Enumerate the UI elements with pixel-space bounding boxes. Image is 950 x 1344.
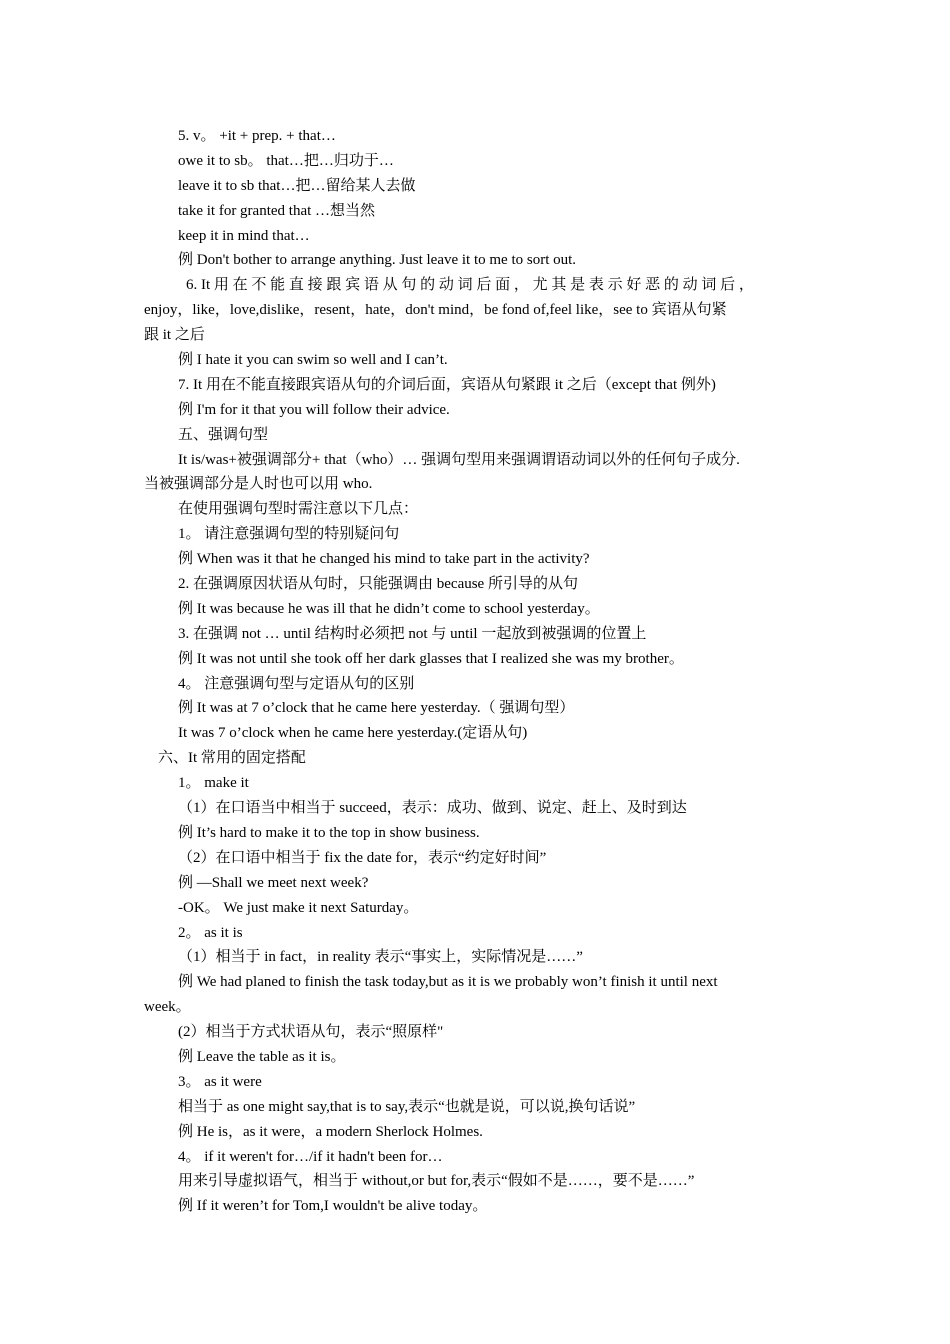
text-line: 例 It was because he was ill that he didn’t come to school yesterday。 xyxy=(178,600,600,617)
text-line: 4。 if it weren't for…/if it hadn't been for… xyxy=(178,1148,443,1165)
text-line: （1）在口语当中相当于 succeed，表示：成功、做到、说定、赶上、及时到达 xyxy=(178,800,687,817)
text-line: take it for granted that …想当然 xyxy=(178,202,376,219)
text-line: 例 —Shall we meet next week? xyxy=(178,874,369,891)
text-line: keep it in mind that… xyxy=(178,227,310,244)
text-line: enjoy，like，love,dislike，resent，hate，don't mind，be fond of,feel like，see to 宾语从句紧 xyxy=(144,302,727,319)
text-line: 例 It’s hard to make it to the top in show business. xyxy=(178,824,480,841)
text-line: 2. 在强调原因状语从句时，只能强调由 because 所引导的从句 xyxy=(178,576,578,593)
text-line: owe it to sb。 that…把…归功于… xyxy=(178,152,394,169)
text-line: 例 Leave the table as it is。 xyxy=(178,1048,346,1065)
text-line: （2）在口语中相当于 fix the date for，表示“约定好时间” xyxy=(178,849,547,866)
text-line: It was 7 o’clock when he came here yesterday.(定语从句) xyxy=(178,725,528,742)
text-line: 例 It was not until she took off her dark glasses that I realized she was my brother。 xyxy=(178,650,684,667)
text-line: week。 xyxy=(144,999,191,1016)
text-line: 例 I'm for it that you will follow their advice. xyxy=(178,401,450,418)
text-line: 例 He is，as it were，a modern Sherlock Holmes. xyxy=(178,1123,483,1140)
text-line: （1）相当于 in fact，in reality 表示“事实上，实际情况是……” xyxy=(178,949,583,966)
text-line: 5. v。 +it + prep. + that… xyxy=(178,128,336,144)
text-line: 例 Don't bother to arrange anything. Just leave it to me to sort out. xyxy=(178,252,577,269)
text-line: 3。 as it were xyxy=(178,1073,262,1090)
text-line: 相当于 as one might say,that is to say,表示“也就是说，可以说,换句话说” xyxy=(178,1098,636,1115)
text-line: 当被强调部分是人时也可以用 who. xyxy=(144,476,373,493)
text-line: 2。 as it is xyxy=(178,924,243,941)
text-line: 五、强调句型 xyxy=(178,426,269,443)
text-line: 例 We had planed to finish the task today,but as it is we probably won’t finish it until next xyxy=(178,974,718,991)
text-line: 3. 在强调 not … until 结构时必须把 not 与 until 一起放到被强调的位置上 xyxy=(178,625,647,642)
text-line: 例 When was it that he changed his mind to take part in the activity? xyxy=(178,551,590,568)
text-line: 1。 请注意强调句型的特别疑问句 xyxy=(178,526,400,543)
text-line: -OK。 We just make it next Saturday。 xyxy=(178,899,419,916)
text-line: (2）相当于方式状语从句，表示“照原样" xyxy=(178,1024,444,1041)
text-line: 例 I hate it you can swim so well and I can’t. xyxy=(178,352,448,369)
document-page xyxy=(0,124,950,1219)
text-line: 例 If it weren’t for Tom,I wouldn't be alive today。 xyxy=(178,1198,488,1215)
text-line: 在使用强调句型时需注意以下几点： xyxy=(178,501,419,518)
text-line: 1。 make it xyxy=(178,775,249,792)
text-line: 用来引导虚拟语气，相当于 without,or but for,表示“假如不是……，要不是……” xyxy=(178,1173,695,1190)
text-line: 跟 it 之后 xyxy=(144,327,205,344)
text-line: 六、It 常用的固定搭配 xyxy=(158,750,306,767)
text-line: 6. It 用 在 不 能 直 接 跟 宾 语 从 句 的 动 词 后 面 ， 尤 其 是 表 示 好 恶 的 动 词 后 ， xyxy=(186,277,754,294)
text-line: 4。 注意强调句型与定语从句的区别 xyxy=(178,675,415,692)
text-line: 例 It was at 7 o’clock that he came here yesterday.（ 强调句型） xyxy=(178,700,575,717)
text-line: leave it to sb that…把…留给某人去做 xyxy=(178,177,416,194)
text-line: 7. It 用在不能直接跟宾语从句的介词后面，宾语从句紧跟 it 之后（except that 例外) xyxy=(178,376,716,393)
text-line: It is/was+被强调部分+ that（who）… 强调句型用来强调谓语动词以外的任何句子成分. xyxy=(178,451,740,468)
